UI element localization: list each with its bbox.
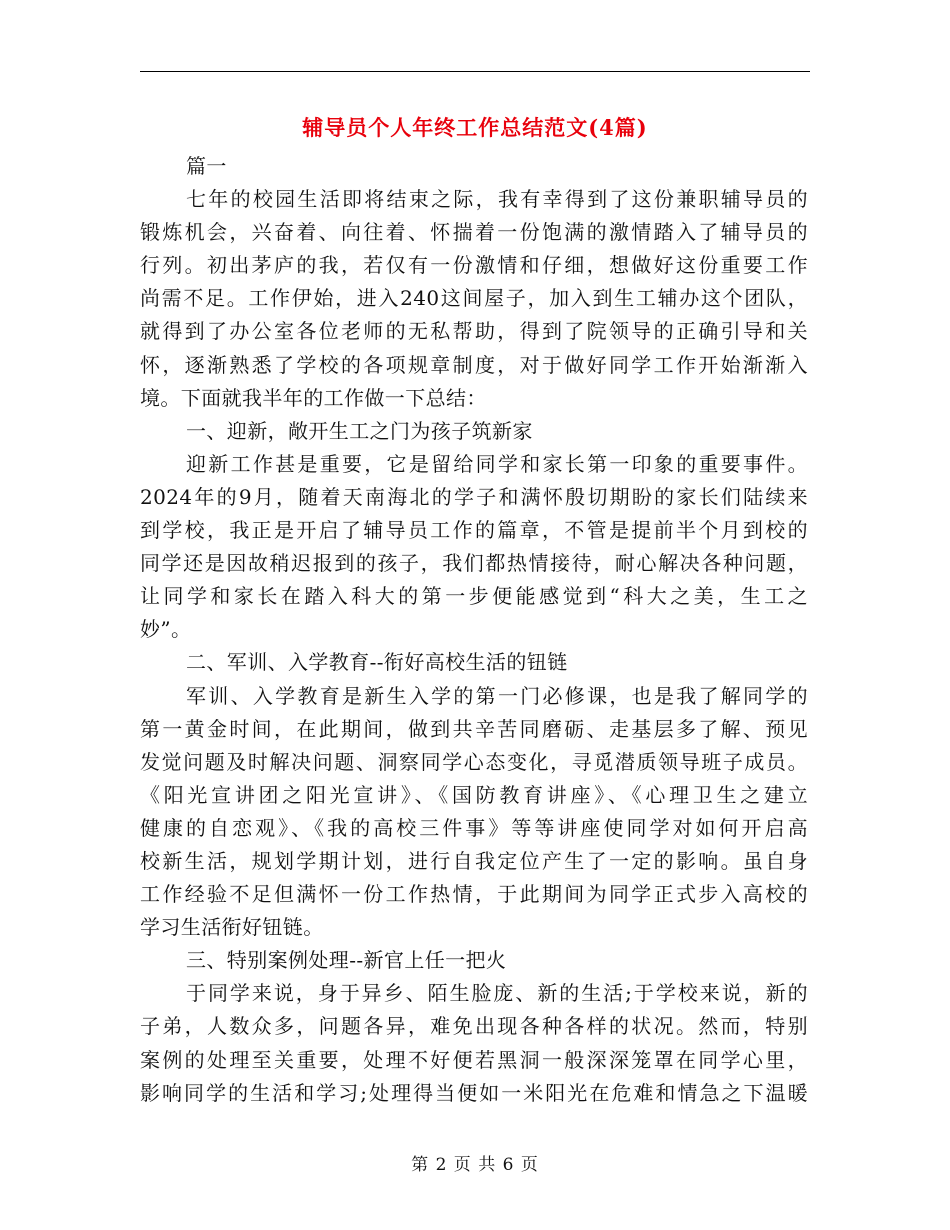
text-line: 锻炼机会，兴奋着、向往着、怀揣着一份饱满的激情踏入了辅导员的 bbox=[140, 220, 808, 245]
header-rule bbox=[140, 71, 810, 72]
text-line: 于同学来说，身于异乡、陌生脸庞、新的生活;于学校来说，新的 bbox=[186, 981, 808, 1006]
text-line: 到学校，我正是开启了辅导员工作的篇章，不管是提前半个月到校的 bbox=[140, 518, 808, 543]
text-line: 健康的自恋观》、《我的高校三件事》等等讲座使同学对如何开启高 bbox=[140, 815, 808, 840]
text-line: 迎新工作甚是重要，它是留给同学和家长第一印象的重要事件。 bbox=[186, 451, 808, 476]
text-line: 妙”。 bbox=[140, 617, 192, 642]
text-line: 影响同学的生活和学习;处理得当便如一米阳光在危难和情急之下温暖 bbox=[140, 1080, 808, 1105]
body-text bbox=[140, 150, 808, 1110]
text-line: 同学还是因故稍迟报到的孩子，我们都热情接待，耐心解决各种问题， bbox=[140, 551, 808, 576]
text-line: 第一黄金时间，在此期间，做到共辛苦同磨砺、走基层多了解、预见 bbox=[140, 716, 808, 741]
text-line: 境。下面就我半年的工作做一下总结： bbox=[140, 385, 487, 410]
text-line: 二、军训、入学教育--衔好高校生活的钮链 bbox=[186, 650, 568, 675]
text-line: 三、特别案例处理--新官上任一把火 bbox=[186, 948, 507, 973]
text-line: 学习生活衔好钮链。 bbox=[140, 915, 324, 940]
text-line: 发觉问题及时解决问题、洞察同学心态变化，寻觅潜质领导班子成员。 bbox=[140, 749, 808, 774]
text-line: 怀，逐渐熟悉了学校的各项规章制度，对于做好同学工作开始渐渐入 bbox=[140, 352, 808, 377]
text-line: 工作经验不足但满怀一份工作热情，于此期间为同学正式步入高校的 bbox=[140, 882, 808, 907]
text-line: 尚需不足。工作伊始，进入240这间屋子，加入到生工辅办这个团队， bbox=[140, 286, 808, 311]
page-title: 辅导员个人年终工作总结范文(4篇) bbox=[302, 115, 648, 140]
text-line: 行列。初出茅庐的我，若仅有一份激情和仔细，想做好这份重要工作 bbox=[140, 253, 808, 278]
text-line: 一、迎新，敞开生工之门为孩子筑新家 bbox=[186, 418, 533, 443]
page-number-footer: 第 2 页 共 6 页 bbox=[411, 1155, 539, 1175]
text-line: 军训、入学教育是新生入学的第一门必修课，也是我了解同学的 bbox=[186, 683, 808, 708]
text-line: 子弟，人数众多，问题各异，难免出现各种各样的状况。然而，特别 bbox=[140, 1014, 808, 1039]
text-line: 2024年的9月，随着天南海北的学子和满怀殷切期盼的家长们陆续来 bbox=[140, 484, 808, 509]
text-line: 《阳光宣讲团之阳光宣讲》、《国防教育讲座》、《心理卫生之建立 bbox=[140, 782, 808, 807]
text-line: 校新生活，规划学期计划，进行自我定位产生了一定的影响。虽自身 bbox=[140, 848, 808, 873]
text-line: 七年的校园生活即将结束之际，我有幸得到了这份兼职辅导员的 bbox=[186, 187, 808, 212]
text-line: 让同学和家长在踏入科大的第一步便能感觉到“科大之美，生工之 bbox=[140, 584, 808, 609]
text-line: 篇一 bbox=[186, 154, 227, 178]
text-line: 案例的处理至关重要，处理不好便若黑洞一般深深笼罩在同学心里， bbox=[140, 1047, 808, 1072]
text-line: 就得到了办公室各位老师的无私帮助，得到了院领导的正确引导和关 bbox=[140, 319, 808, 344]
